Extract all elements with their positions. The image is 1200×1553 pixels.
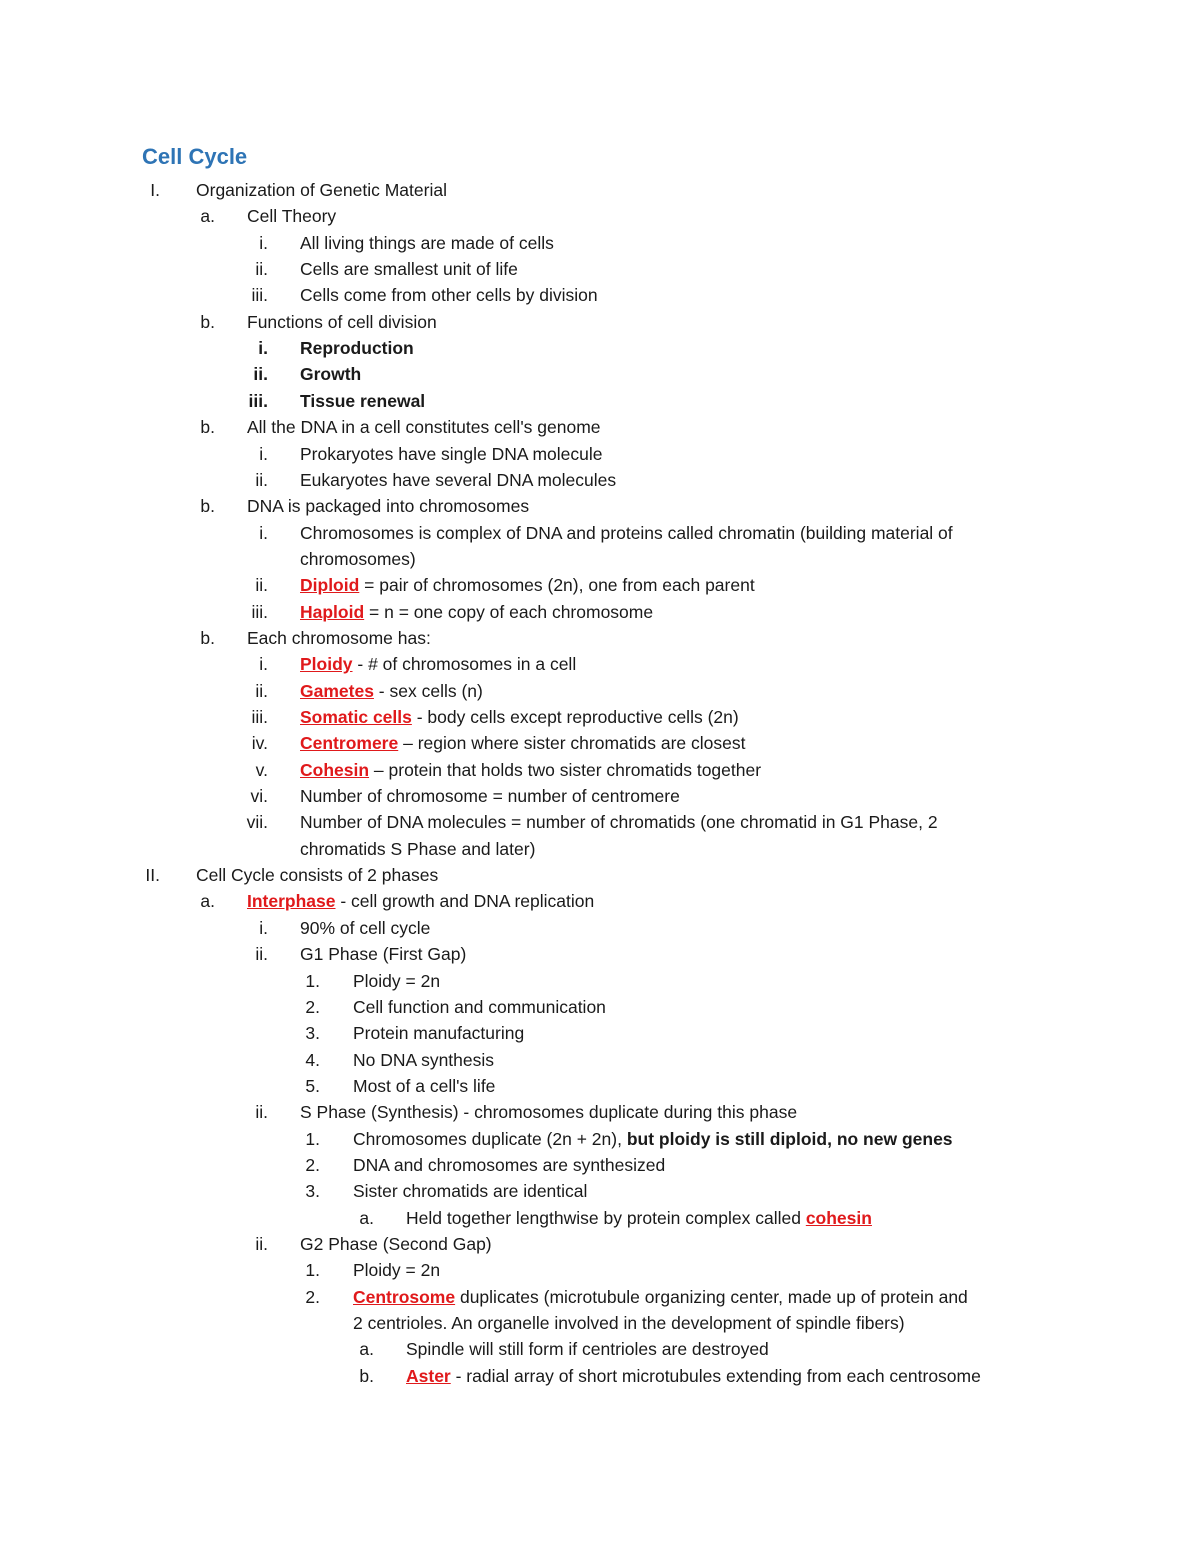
item-marker: ii. xyxy=(255,1102,268,1123)
item-text xyxy=(300,282,598,308)
outline-item xyxy=(0,282,1200,308)
item-text xyxy=(300,520,953,546)
bold-text: Reproduction xyxy=(300,338,414,359)
item-text xyxy=(247,309,437,335)
outline-item xyxy=(0,1363,1200,1389)
key-term: Interphase xyxy=(247,891,336,912)
item-text xyxy=(300,230,554,256)
outline-item xyxy=(0,941,1200,967)
item-text xyxy=(353,1310,905,1336)
text-run: All living things are made of cells xyxy=(300,232,554,253)
text-run: DNA is packaged into chromosomes xyxy=(247,496,530,517)
outline-item xyxy=(0,1152,1200,1178)
outline-item xyxy=(0,888,1200,914)
item-marker: v. xyxy=(255,759,268,780)
outline-item xyxy=(0,651,1200,677)
item-marker: 2. xyxy=(305,1286,320,1307)
outline-item xyxy=(0,203,1200,229)
key-term: Cohesin xyxy=(300,759,370,780)
text-run: All the DNA in a cell constitutes cell's genome xyxy=(247,417,601,438)
outline-item xyxy=(0,757,1200,783)
item-marker: 1. xyxy=(305,1128,320,1149)
item-text xyxy=(353,1152,665,1178)
outline-item xyxy=(0,1126,1200,1152)
key-term: Diploid xyxy=(300,575,360,596)
bold-text: Growth xyxy=(300,364,362,385)
item-text xyxy=(247,414,601,440)
item-marker: i. xyxy=(259,917,268,938)
text-run: chromosomes) xyxy=(300,548,416,569)
outline-item xyxy=(0,1284,1200,1310)
item-text xyxy=(300,572,755,598)
item-marker: iii. xyxy=(248,390,268,411)
item-text xyxy=(353,1284,968,1310)
outline-item xyxy=(0,809,1200,835)
key-term: Aster xyxy=(406,1365,451,1386)
item-text xyxy=(300,757,761,783)
text-run: Cell function and communication xyxy=(353,996,606,1017)
page-title: Cell Cycle xyxy=(142,144,248,169)
outline-item xyxy=(0,467,1200,493)
item-marker: a. xyxy=(359,1339,374,1360)
item-marker: i. xyxy=(259,522,268,543)
item-marker: b. xyxy=(200,417,215,438)
outline-item xyxy=(0,599,1200,625)
text-run: Cell Theory xyxy=(247,206,337,227)
item-text xyxy=(406,1205,872,1231)
item-text xyxy=(196,862,438,888)
outline-item xyxy=(0,520,1200,546)
key-term: Centromere xyxy=(300,733,399,754)
outline-item xyxy=(0,862,1200,888)
item-text xyxy=(353,1178,587,1204)
item-marker: b. xyxy=(200,627,215,648)
item-marker: 1. xyxy=(305,1260,320,1281)
outline-item xyxy=(0,1336,1200,1362)
item-marker: vii. xyxy=(246,812,268,833)
outline-item xyxy=(0,994,1200,1020)
item-marker: ii. xyxy=(255,680,268,701)
text-run: G1 Phase (First Gap) xyxy=(300,944,467,965)
text-run: Held together lengthwise by protein complex called xyxy=(406,1207,806,1228)
outline-item xyxy=(0,836,1200,862)
item-text xyxy=(300,1099,797,1125)
item-text xyxy=(300,915,430,941)
outline-item xyxy=(0,335,1200,361)
item-marker: 5. xyxy=(305,1075,320,1096)
outline-item xyxy=(0,177,1200,203)
text-run: Cells are smallest unit of life xyxy=(300,259,518,280)
text-run: Protein manufacturing xyxy=(353,1023,525,1044)
item-marker: vi. xyxy=(250,786,268,807)
item-text xyxy=(300,256,518,282)
item-marker: a. xyxy=(200,891,215,912)
outline-item xyxy=(0,915,1200,941)
key-term: Centrosome xyxy=(353,1286,456,1307)
text-run: duplicates (microtubule organizing center, made up of protein and xyxy=(455,1286,968,1307)
item-text xyxy=(300,467,616,493)
outline-item xyxy=(0,493,1200,519)
item-text xyxy=(353,1073,495,1099)
key-term: Ploidy xyxy=(300,654,353,675)
item-text xyxy=(247,888,594,914)
text-run: Ploidy = 2n xyxy=(353,970,441,991)
outline-item xyxy=(0,783,1200,809)
item-marker: a. xyxy=(359,1207,374,1228)
text-run: Functions of cell division xyxy=(247,311,437,332)
key-term: Gametes xyxy=(300,680,374,701)
item-marker: iii. xyxy=(251,601,268,622)
item-text xyxy=(300,783,680,809)
key-term: Somatic cells xyxy=(300,707,412,727)
text-run: – region where sister chromatids are closest xyxy=(398,733,746,754)
item-text xyxy=(300,941,466,967)
text-run: - radial array of short microtubules extending from each centrosome xyxy=(450,1365,981,1386)
item-marker: ii. xyxy=(255,469,268,490)
item-text xyxy=(300,361,361,387)
outline-item xyxy=(0,1178,1200,1204)
item-text xyxy=(247,203,336,229)
item-marker: ii. xyxy=(255,259,268,280)
text-run: Number of chromosome = number of centromere xyxy=(300,786,680,807)
item-marker: II. xyxy=(145,865,160,886)
outline-item xyxy=(0,230,1200,256)
item-text xyxy=(300,546,416,572)
item-text xyxy=(353,994,606,1020)
outline-item xyxy=(0,309,1200,335)
item-marker: b. xyxy=(359,1365,374,1386)
text-run: G2 Phase (Second Gap) xyxy=(300,1234,492,1254)
text-run: 90% of cell cycle xyxy=(300,917,431,938)
outline-item xyxy=(0,1231,1200,1257)
item-marker: i. xyxy=(259,232,268,253)
text-run: – protein that holds two sister chromatids together xyxy=(369,759,762,780)
item-marker: 1. xyxy=(305,970,320,991)
item-marker: 3. xyxy=(305,1023,320,1044)
text-run: Number of DNA molecules = number of chromatids (one chromatid in G1 Phase, 2 xyxy=(300,812,938,833)
item-marker: iii. xyxy=(251,285,268,306)
outline-item xyxy=(0,572,1200,598)
item-text xyxy=(353,1257,440,1283)
item-text xyxy=(300,335,414,361)
item-text xyxy=(300,678,483,704)
item-text xyxy=(300,441,603,467)
outline-item xyxy=(0,968,1200,994)
item-marker: ii. xyxy=(253,364,268,385)
text-run: Eukaryotes have several DNA molecules xyxy=(300,469,617,490)
item-text xyxy=(300,809,938,835)
item-text xyxy=(247,625,431,651)
item-marker: iii. xyxy=(251,707,268,727)
item-marker: i. xyxy=(259,443,268,464)
item-text xyxy=(406,1363,981,1389)
text-run: Cells come from other cells by division xyxy=(300,285,598,306)
text-run: Ploidy = 2n xyxy=(353,1260,441,1281)
text-run: Prokaryotes have single DNA molecule xyxy=(300,443,603,464)
item-marker: 2. xyxy=(305,996,320,1017)
bold-text: but ploidy is still diploid, no new genes xyxy=(626,1128,953,1149)
text-run: 2 centrioles. An organelle involved in the development of spindle fibers) xyxy=(353,1313,905,1334)
item-marker: a. xyxy=(200,206,215,227)
item-marker: I. xyxy=(150,180,160,200)
item-text xyxy=(300,730,745,756)
outline-item xyxy=(0,1099,1200,1125)
item-marker: iv. xyxy=(251,733,268,754)
text-run: = n = one copy of each chromosome xyxy=(364,601,654,622)
item-text xyxy=(353,1126,953,1152)
text-run: Spindle will still form if centrioles are destroyed xyxy=(406,1339,769,1360)
text-run: Most of a cell's life xyxy=(353,1075,496,1096)
outline-item xyxy=(0,625,1200,651)
item-marker: i. xyxy=(258,338,268,359)
item-marker: 2. xyxy=(305,1154,320,1175)
outline-item xyxy=(0,361,1200,387)
item-text xyxy=(406,1336,769,1362)
outline-item xyxy=(0,546,1200,572)
text-run: DNA and chromosomes are synthesized xyxy=(353,1154,666,1175)
text-run: = pair of chromosomes (2n), one from each parent xyxy=(359,575,755,596)
outline-item xyxy=(0,414,1200,440)
item-marker: ii. xyxy=(255,1234,268,1254)
item-text xyxy=(247,493,529,519)
item-text xyxy=(353,1020,524,1046)
item-text xyxy=(300,836,535,862)
item-marker: b. xyxy=(200,311,215,332)
text-run: - cell growth and DNA replication xyxy=(335,891,595,912)
text-run: - body cells except reproductive cells (2n) xyxy=(411,707,739,727)
text-run: chromatids S Phase and later) xyxy=(300,838,536,859)
item-marker: ii. xyxy=(255,944,268,965)
bold-text: Tissue renewal xyxy=(300,390,426,411)
text-run: - # of chromosomes in a cell xyxy=(352,654,577,675)
item-marker: i. xyxy=(259,654,268,675)
item-text xyxy=(196,177,447,203)
text-run: Chromosomes duplicate (2n + 2n), xyxy=(353,1128,627,1149)
text-run: No DNA synthesis xyxy=(353,1049,495,1070)
item-marker: 4. xyxy=(305,1049,320,1070)
item-marker: ii. xyxy=(255,575,268,596)
outline-item xyxy=(0,678,1200,704)
item-marker: b. xyxy=(200,496,215,517)
outline-item xyxy=(0,730,1200,756)
outline-item xyxy=(0,1020,1200,1046)
item-text xyxy=(353,968,440,994)
outline-item xyxy=(0,1073,1200,1099)
outline-item xyxy=(0,1047,1200,1073)
text-run: S Phase (Synthesis) - chromosomes duplicate during this phase xyxy=(300,1102,798,1123)
outline-item xyxy=(0,441,1200,467)
outline-item xyxy=(0,388,1200,414)
item-text xyxy=(300,388,425,414)
text-run: - sex cells (n) xyxy=(373,680,483,701)
item-text xyxy=(300,1231,492,1257)
outline-item xyxy=(0,1205,1200,1231)
item-text xyxy=(300,651,576,677)
key-term: Haploid xyxy=(300,601,365,622)
item-text xyxy=(300,599,653,625)
text-run: Organization of Genetic Material xyxy=(196,180,447,200)
outline-item xyxy=(0,256,1200,282)
item-text xyxy=(353,1047,494,1073)
outline-item xyxy=(0,1310,1200,1336)
text-run: Chromosomes is complex of DNA and proteins called chromatin (building material of xyxy=(300,522,953,543)
outline-item xyxy=(0,1257,1200,1283)
item-marker: 3. xyxy=(305,1181,320,1202)
text-run: Sister chromatids are identical xyxy=(353,1181,588,1202)
text-run: Each chromosome has: xyxy=(247,627,431,648)
key-term: cohesin xyxy=(805,1207,872,1228)
item-text xyxy=(300,704,739,730)
text-run: Cell Cycle consists of 2 phases xyxy=(196,865,439,886)
outline-item xyxy=(0,704,1200,730)
